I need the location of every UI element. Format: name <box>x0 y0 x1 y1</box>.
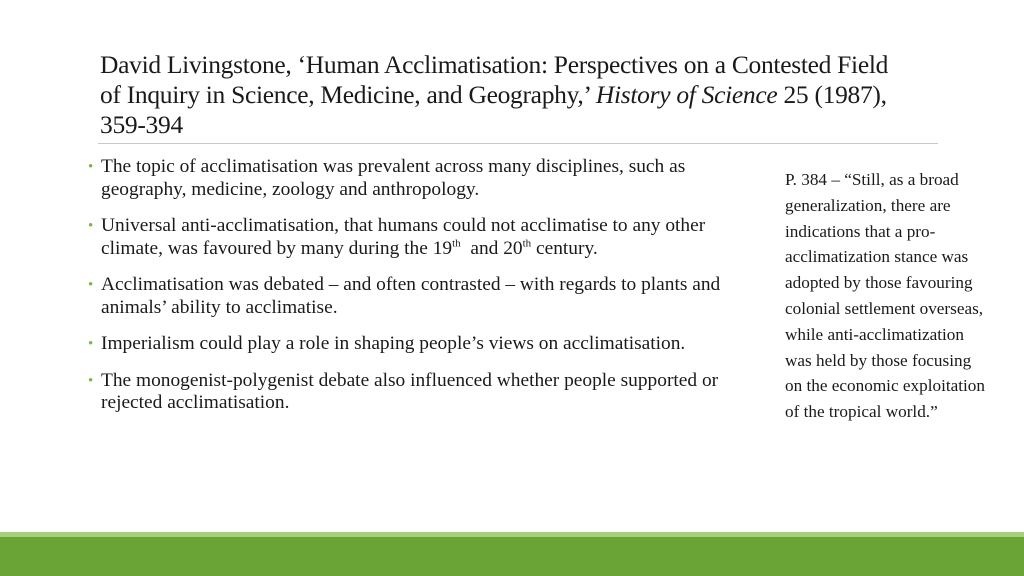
bullet-item <box>88 370 760 415</box>
bullet-list <box>88 156 760 429</box>
bullet-marker-icon: • <box>88 159 94 175</box>
bullet-marker-icon: • <box>88 218 94 234</box>
bullet-marker-icon: • <box>88 336 94 352</box>
bullet-item <box>88 333 760 356</box>
bullet-text: The monogenist-polygenist debate also influenced whether people supported or rejected acclimatisation. <box>101 369 719 413</box>
bullet-text: The topic of acclimatisation was prevalent across many disciplines, such as geography, medicine, zoology and anthropology. <box>101 156 686 200</box>
slide-title <box>100 50 900 140</box>
bullet-text: and 20 <box>460 237 523 259</box>
bullet-marker-icon: • <box>88 372 94 389</box>
title-journal: History of Science <box>595 80 778 109</box>
title-main: David Livingstone, ‘Human Acclimatisation: Perspectives on a Contested Field of Inquiry in Science, Medicine, and Geography,’ <box>100 50 889 109</box>
title-citation: 25 (1987), 359-394 <box>100 80 887 139</box>
superscript: th <box>452 237 461 250</box>
bullet-item <box>88 215 760 260</box>
title-divider <box>98 143 938 144</box>
quote-box: P. 384 – “Still, as a broad generalization, there are indications that a pro-acclimatization stance was adopted by those favouring colonial settlement overseas, while anti-acclimatization was held by those focusing on the economic exploitation of the tropical world.” <box>785 170 985 422</box>
footer-bar <box>0 537 1024 576</box>
bullet-text: century. <box>531 237 598 259</box>
bullet-text: Imperialism could play a role in shaping people’s views on acclimatisation. <box>101 333 686 354</box>
superscript: th <box>522 237 532 250</box>
bullet-item <box>88 274 760 319</box>
bullet-text: Universal anti-acclimatisation, that humans could not acclimatise to any other climate, was favoured by many during the 19 <box>101 215 706 259</box>
bullet-marker-icon: • <box>88 277 94 293</box>
bullet-text: Acclimatisation was debated – and often contrasted – with regards to plants and animals’ ability to acclimatise. <box>101 274 721 318</box>
bullet-item <box>88 156 760 201</box>
